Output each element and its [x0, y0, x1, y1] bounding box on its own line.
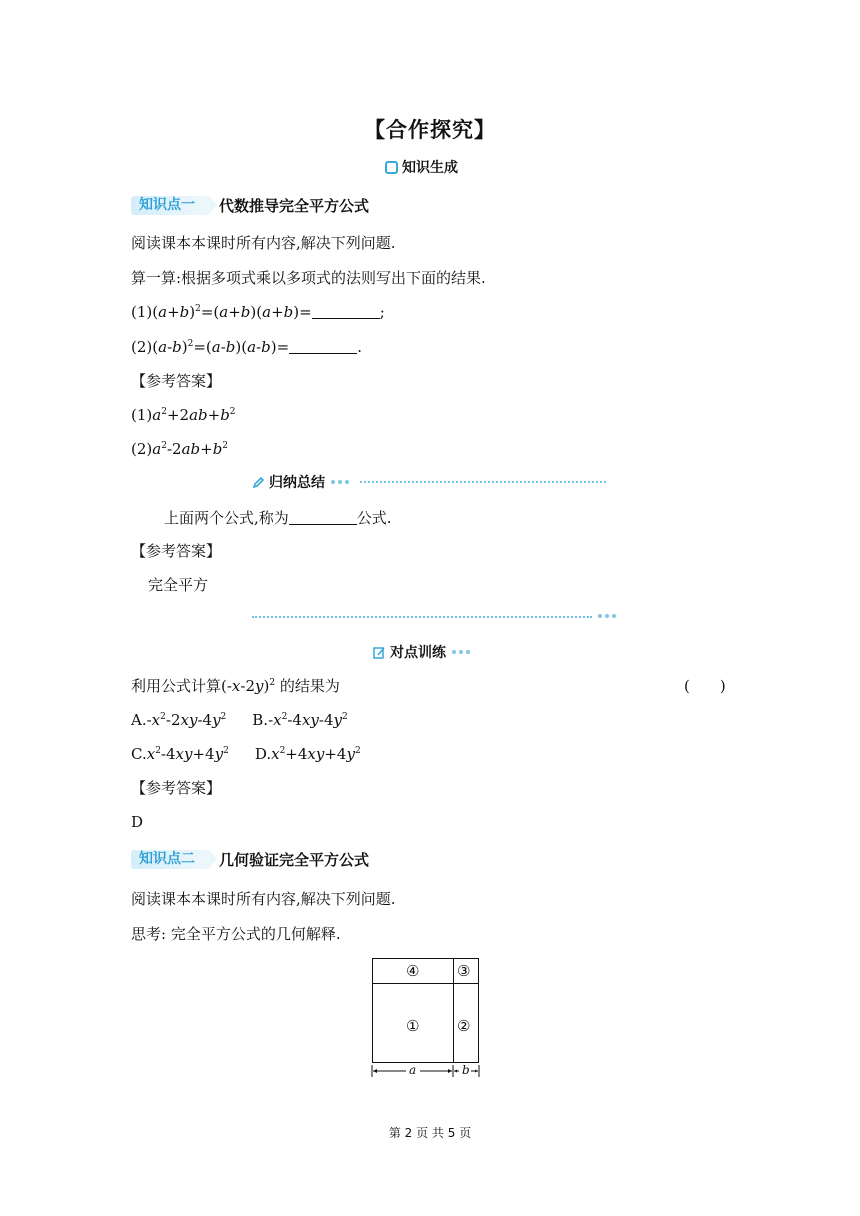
cell-1-label: ①	[406, 1017, 420, 1035]
cell-4-label: ④	[406, 962, 420, 980]
page-footer: 第 2 页 共 5 页	[388, 1126, 472, 1140]
practice-question: 利用公式计算$(-x-2y)^2$ 的结果为	[131, 677, 340, 695]
practice-heading: 对点训练	[373, 642, 470, 662]
calc-prompt: 算一算:根据多项式乘以多项式的法则写出下面的结果.	[131, 269, 486, 287]
vertical-divider	[453, 958, 454, 1063]
dots-decoration-2	[452, 650, 470, 654]
knowledge-point-2	[131, 849, 369, 870]
horizontal-divider	[372, 983, 479, 984]
practice-answer: D	[131, 813, 144, 831]
notebook-icon	[385, 161, 398, 174]
kp1-title: 代数推导完全平方公式	[219, 197, 370, 215]
options-row-2: $C.x^2-4xy+4y^2$ $D.x^2+4xy+4y^2$	[131, 745, 361, 763]
formula-1: $(1)(a+b)^2=(a+b)(a+b)=$ ;	[131, 303, 385, 321]
dots-decoration	[331, 480, 349, 484]
knowledge-heading: 知识生成	[385, 157, 458, 177]
think-prompt: 思考: 完全平方公式的几何解释.	[131, 925, 341, 943]
ref-answer-label-2: 【参考答案】	[131, 542, 222, 560]
summary-text: 上面两个公式,称为 公式.	[164, 509, 392, 527]
answer-paren: ( )	[684, 677, 726, 695]
label-b: b	[462, 1063, 470, 1077]
kp2-tag: 知识点二	[131, 850, 209, 869]
answer-2: $(2)a^2-2ab+b^2$	[131, 440, 229, 458]
summary-heading: 归纳总结	[252, 472, 349, 492]
dots-decoration-end	[598, 614, 616, 618]
ref-answer-label-3: 【参考答案】	[131, 779, 222, 797]
label-a: a	[409, 1063, 417, 1077]
kp1-tag: 知识点一	[131, 196, 209, 215]
summary-answer: 完全平方	[148, 576, 209, 594]
edit-icon	[373, 646, 386, 659]
cell-2-label: ②	[457, 1017, 471, 1035]
formula-2: $(2)(a-b)^2=(a-b)(a-b)=$ .	[131, 338, 362, 356]
read-instruction-2: 阅读课本本课时所有内容,解决下列问题.	[131, 890, 396, 908]
cell-3-label: ③	[457, 962, 471, 980]
knowledge-point-1	[131, 195, 369, 216]
answer-1: $(1)a^2+2ab+b^2$	[131, 406, 236, 424]
read-instruction-1: 阅读课本本课时所有内容,解决下列问题.	[131, 234, 396, 252]
kp2-title: 几何验证完全平方公式	[219, 851, 370, 869]
ref-answer-label-1: 【参考答案】	[131, 372, 222, 390]
pencil-icon	[252, 476, 265, 489]
summary-top-border	[360, 481, 606, 483]
page-title: 【合作探究】	[364, 118, 496, 142]
options-row-1: $A.-x^2-2xy-4y^2$ $B.-x^2-4xy-4y^2$	[131, 711, 348, 729]
summary-bottom-border	[252, 616, 592, 618]
